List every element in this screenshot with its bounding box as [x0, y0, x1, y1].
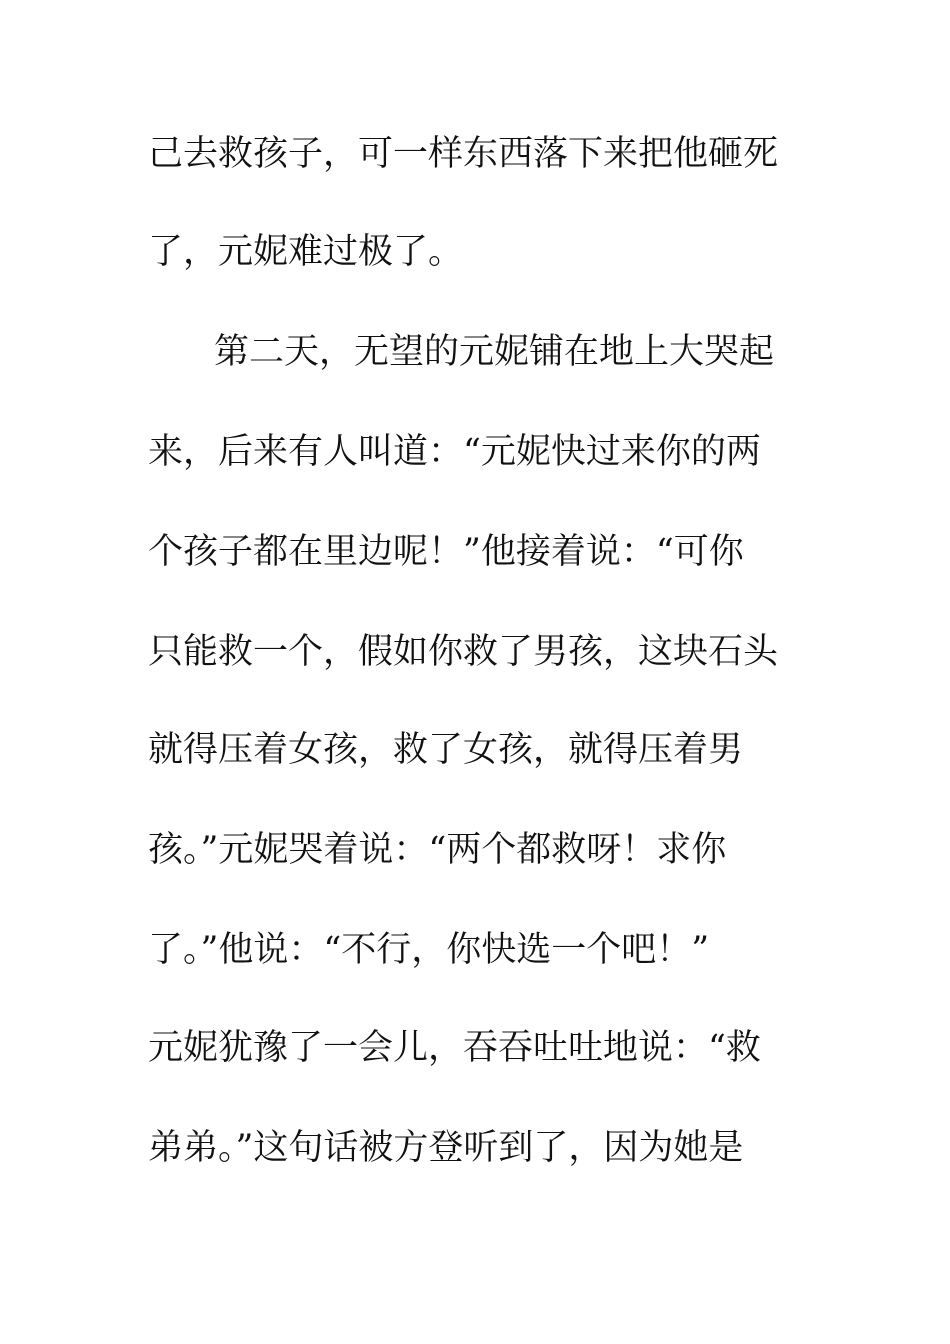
text-line: 己去救孩子，可一样东西落下来把他砸死	[148, 134, 779, 174]
text-line: 个孩子都在里边呢！”他接着说：“可你	[148, 532, 744, 572]
text-line: 孩。”元妮哭着说：“两个都救呀！求你	[148, 830, 727, 870]
text-line: 只能救一个，假如你救了男孩，这块石头	[148, 632, 779, 672]
text-line: 元妮犹豫了一会儿，吞吞吐吐地说：“救	[148, 1028, 761, 1068]
text-line: 弟弟。”这句话被方登听到了，因为她是	[148, 1128, 744, 1168]
paragraph-first-line: 第二天，无望的元妮铺在地上大哭起	[214, 332, 775, 372]
text-line: 了。”他说：“不行，你快选一个吧！”	[148, 930, 710, 970]
text-line: 了，元妮难过极了。	[148, 232, 464, 272]
text-line: 来，后来有人叫道：“元妮快过来你的两	[148, 432, 761, 472]
text-line: 就得压着女孩，救了女孩，就得压着男	[148, 730, 744, 770]
